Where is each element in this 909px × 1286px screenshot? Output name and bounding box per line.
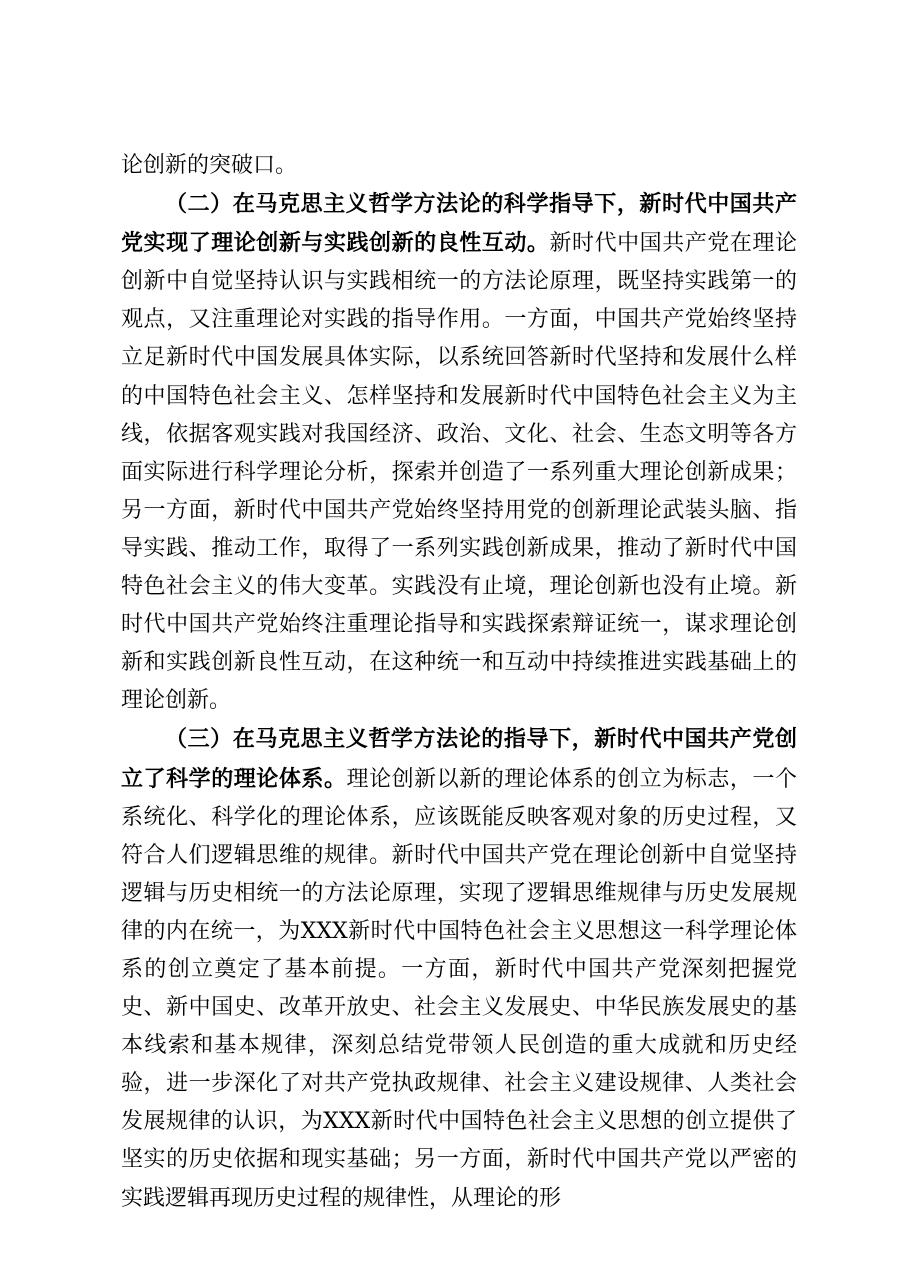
section-heading: （二）在马克思主义哲学方法论的科学指导下，新时代中国共产党实现了理论创新与实践创新的良性互动。 <box>121 191 797 257</box>
paragraph-continuation <box>121 147 797 185</box>
document-body <box>121 147 797 1218</box>
paragraph-section-3 <box>121 720 797 1217</box>
paragraph-text: 理论创新以新的理论体系的创立为标志，一个系统化、科学化的理论体系，应该既能反映客观对象的历史过程，又符合人们逻辑思维的规律。新时代中国共产党在理论创新中自觉坚持逻辑与历史相统一的方法论原理，实现了逻辑思维规律与历史发展规律的内在统一，为XXX新时代中国特色社会主义思想这一科学理论体系的创立奠定了基本前提。一方面，新时代中国共产党深刻把握党史、新中国史、改革开放史、社会主义发展史、中华民族发展史的基本线索和基本规律，深刻总结党带领人民创造的重大成就和历史经验，进一步深化了对共产党执政规律、社会主义建设规律、人类社会发展规律的认识，为XXX新时代中国特色社会主义思想的创立提供了坚实的历史依据和现实基础；另一方面，新时代中国共产党以严密的实践逻辑再现历史过程的规律性，从理论的形 <box>121 766 797 1211</box>
section-heading: （三）在马克思主义哲学方法论的指导下，新时代中国共产党创立了科学的理论体系。 <box>121 726 797 792</box>
paragraph-section-2 <box>121 185 797 720</box>
paragraph-text: 论创新的突破口。 <box>121 153 298 178</box>
paragraph-text: 新时代中国共产党在理论创新中自觉坚持认识与实践相统一的方法论原理，既坚持实践第一的观点，又注重理论对实践的指导作用。一方面，中国共产党始终坚持立足新时代中国发展具体实际，以系统回答新时代坚持和发展什么样的中国特色社会主义、怎样坚持和发展新时代中国特色社会主义为主线，依据客观实践对我国经济、政治、文化、社会、生态文明等各方面实际进行科学理论分析，探索并创造了一系列重大理论创新成果；另一方面，新时代中国共产党始终坚持用党的创新理论武装头脑、指导实践、推动工作，取得了一系列实践创新成果，推动了新时代中国特色社会主义的伟大变革。实践没有止境，理论创新也没有止境。新时代中国共产党始终注重理论指导和实践探索辩证统一，谋求理论创新和实践创新良性互动，在这种统一和互动中持续推进实践基础上的理论创新。 <box>121 231 797 714</box>
